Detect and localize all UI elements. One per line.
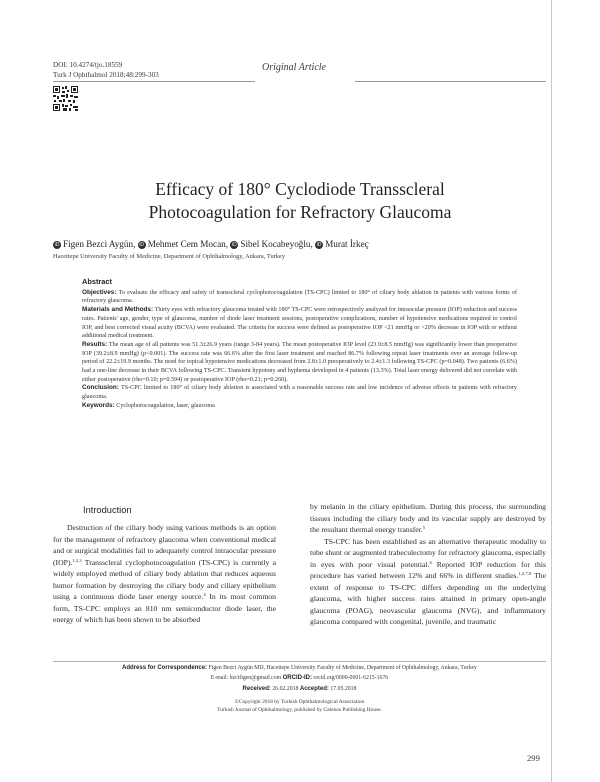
author-name: Murat İrkeç bbox=[325, 239, 369, 249]
paragraph-text: In its most common form, TS-CPC employs an 810 nm semiconductor diode laser, the energy of which has been shown to be absorbed bbox=[53, 592, 276, 624]
title-line-2: Photocoagulation for Refractory Glaucoma bbox=[148, 202, 452, 222]
citation[interactable]: 6 bbox=[429, 559, 432, 565]
abstract-objectives bbox=[82, 289, 517, 306]
paragraph-text: Reported IOP reduction for this procedure has varied between 12% and 66% in different studies. bbox=[310, 559, 546, 580]
methods-text: Thirty eyes with refractory glaucoma treated with 180° TS-CPC were retrospectively analyzed for intraocular pressure (IOP) reduction and success rates. Patients' age, gender, type of glaucoma, number of diode laser treatment sessions, postoperative complications, number of hypotensive medications required to control IOP, and best corrected visual acuity (BCVA) were evaluated. The criteria for success were defined as postoperative IOP <21 mmHg or >20% decrease in IOP with or without additional medical treatment. bbox=[82, 307, 517, 340]
doi-text[interactable]: DOI: 10.4274/tjo.18559 bbox=[53, 61, 123, 69]
affiliation: Hacettepe University Faculty of Medicine, Department of Ophthalmology, Ankara, Turkey bbox=[53, 253, 286, 260]
received-label: Received: bbox=[242, 686, 271, 692]
article-type: Original Article bbox=[262, 62, 326, 73]
accepted-date: 17.05.2018 bbox=[330, 686, 357, 692]
orcid-label: ORCID-ID: bbox=[282, 675, 312, 681]
objectives-text: To evaluate the efficacy and safety of transscleral cyclophotocoagulation (TS-CPC) limited to 180° of ciliary body ablation in patients with various forms of refractory glaucoma. bbox=[82, 289, 517, 305]
header-rule-right bbox=[355, 81, 546, 82]
abstract-keywords bbox=[82, 402, 517, 411]
abstract bbox=[82, 278, 517, 411]
email-text[interactable]: E-mail: bzcifigen@gmail.com bbox=[210, 675, 282, 681]
paragraph-text: by melanin in the ciliary epithelium. During this process, the surrounding tissues including the ciliary body and its vascular supply are destroyed by the resultant thermal energy transfer. bbox=[310, 502, 546, 534]
article-meta bbox=[53, 60, 159, 80]
copyright-line-2: Turkish Journal of Ophthalmology, published by Galenos Publishing House. bbox=[217, 707, 382, 713]
results-text: The mean age of all patients was 51.3±26.9 years (range 3-84 years). The mean postoperative IOP level (23.9±8.5 mmHg) was significantly lower than preoperative IOP (39.2±8.9 mmHg) (p<0.001). The success rate was 66.6% after the first laser treatment and reached 86.7% following repeat laser treatments over an average follow-up period of 22.2±19.9 months. The need for topical hypotensive medications decreased from 2.8±1.0 preoperatively to 2.4±1.3 following TS-CPC (p=0.048). Two patients (6.6%) had a one-line decrease in their BCVA following TS-CPC. Transient hypotony and hyphema developed in 4 patients (13.3%). Total laser energy delivered did not correlate with either postoperative (rho=0.10; p=0.594) or postoperative IOP (rho=0.21; p=0.260). bbox=[82, 341, 517, 383]
citation[interactable]: 1,2,7,8 bbox=[518, 571, 532, 576]
intro-paragraph-1-continued bbox=[310, 501, 546, 536]
paragraph-text: Transscleral cyclophotocoagulation (TS-CPC) is currently a widely employed method of ciliary body ablation that reduces aqueous humor formation by destroying the ciliary body and ciliary epithelium using a continuous diode laser energy source. bbox=[53, 557, 276, 601]
qr-code-icon bbox=[53, 86, 78, 111]
section-heading-introduction: Introduction bbox=[83, 505, 132, 515]
paragraph-text: The extent of response to TS-CPC differs depending on the underlying glaucoma, with higher success rates attained in primary open-angle glaucoma (POAG), neovascular glaucoma (NVG), and inflammatory glaucoma compared with congenital, juvenile, and traumatic bbox=[310, 571, 546, 626]
received-date: 26.02.2018 bbox=[272, 686, 299, 692]
right-margin-rule bbox=[551, 0, 552, 782]
header-rule-left bbox=[53, 81, 255, 82]
abstract-results bbox=[82, 341, 517, 385]
conclusion-text: TS-CPC limited to 180° of ciliary body ablation is associated with a reasonable success rate and low incidence of adverse effects in patients with refractory glaucoma. bbox=[82, 385, 517, 401]
journal-reference: Turk J Ophthalmol 2018;48:299-303 bbox=[53, 71, 159, 79]
objectives-label: Objectives: bbox=[82, 288, 117, 296]
citation[interactable]: 1,2,3 bbox=[72, 557, 82, 563]
paragraph-text: Destruction of the ciliary body using various methods is an option for the management of refractory glaucoma when conventional medical and or surgical modalities fail to adequately control intraocular pressure (IOP). bbox=[53, 523, 276, 567]
orcid-icon[interactable]: iD bbox=[231, 242, 237, 248]
orcid-icon[interactable]: iD bbox=[316, 242, 322, 248]
orcid-icon[interactable]: iD bbox=[139, 242, 145, 248]
correspondence-line bbox=[53, 665, 546, 671]
author-name: Figen Bezci Aygün, bbox=[63, 239, 136, 249]
results-label: Results: bbox=[82, 340, 108, 348]
orcid-icon[interactable]: iD bbox=[54, 242, 60, 248]
author-name: Mehmet Cem Mocan, bbox=[147, 239, 229, 249]
abstract-heading: Abstract bbox=[82, 277, 112, 286]
body-column-left bbox=[53, 522, 276, 626]
dates-line bbox=[53, 686, 546, 692]
abstract-conclusion bbox=[82, 384, 517, 401]
author-name: Sibel Kocabeyoğlu, bbox=[240, 239, 313, 249]
author-list bbox=[53, 239, 369, 249]
methods-label: Materials and Methods: bbox=[82, 306, 154, 314]
keywords-label: Keywords: bbox=[82, 401, 115, 409]
orcid-link[interactable]: orcid.org/0000-0001-6215-1676 bbox=[313, 675, 389, 681]
paragraph-text: TS-CPC has been established as an alternative therapeutic modality to tube shunt or augmented trabeculectomy for refractory glaucoma, especially in eyes with poor visual potential. bbox=[310, 536, 546, 569]
body-column-right bbox=[310, 501, 546, 628]
correspondence-text: Figen Bezci Aygün MD, Hacettepe University Faculty of Medicine, Department of Ophthalmology, Ankara, Turkey bbox=[207, 665, 477, 671]
citation[interactable]: 5 bbox=[422, 525, 426, 530]
abstract-methods bbox=[82, 306, 517, 341]
accepted-label: Accepted: bbox=[299, 686, 329, 692]
page-number: 299 bbox=[527, 753, 540, 763]
title-line-1: Efficacy of 180° Cyclodiode Transscleral bbox=[155, 179, 445, 199]
intro-paragraph-2 bbox=[310, 536, 546, 628]
contact-line bbox=[53, 675, 546, 681]
keywords-text: Cyclophotocoagulation, laser, glaucoma bbox=[116, 402, 215, 409]
intro-paragraph-1 bbox=[53, 522, 276, 626]
correspondence-label: Address for Correspondence: bbox=[122, 665, 208, 671]
article-title bbox=[50, 178, 550, 224]
copyright-line-1: ©Copyright 2018 by Turkish Ophthalmological Association bbox=[234, 699, 365, 705]
footer-rule bbox=[53, 661, 546, 662]
citation[interactable]: 4 bbox=[203, 592, 206, 597]
conclusion-label: Conclusion: bbox=[82, 384, 119, 392]
